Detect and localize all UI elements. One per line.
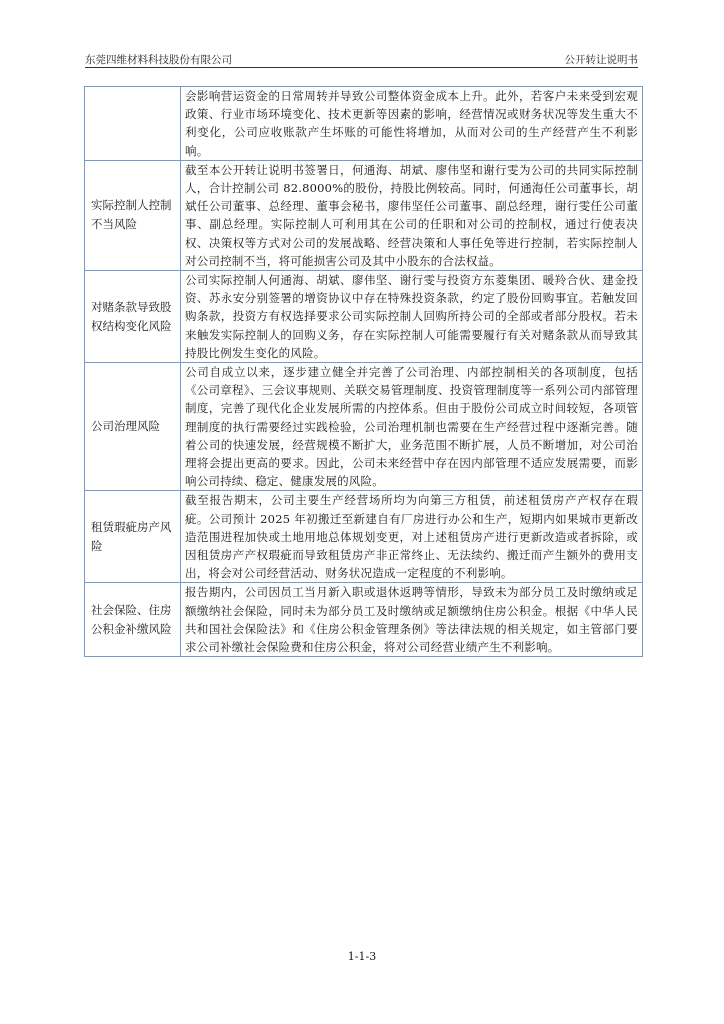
risk-description: 会影响营运资金的日常周转并导致公司整体资金成本上升。此外，若客户未来受到宏观政策、行业市场环境变化、技术更新等因素的影响，经营情况或财务状况等发生重大不利变化，公司应收账款产生坏账的可能性将增加，从而对公司的生产经营产生不利影响。 bbox=[181, 87, 643, 161]
risk-name: 对赌条款导致股权结构变化风险 bbox=[85, 271, 181, 363]
risk-table bbox=[84, 86, 643, 657]
risk-name: 实际控制人控制不当风险 bbox=[85, 160, 181, 270]
risk-row bbox=[85, 363, 643, 491]
risk-description: 截至本公开转让说明书签署日，何通海、胡斌、廖伟坚和谢行雯为公司的共同实际控制人，合计控制公司 82.8000%的股份，持股比例较高。同时，何通海任公司董事长，胡斌任公司董事、总经理、董事会秘书，廖伟坚任公司董事、副总经理，谢行雯任公司董事、副总经理。实际控制人可利用其在公司的任职和对公司的控制权，通过行使表决权、决策权等方式对公司的发展战略、经营决策和人事任免等进行控制，若实际控制人对公司控制不当，将可能损害公司及其中小股东的合法权益。 bbox=[181, 160, 643, 270]
risk-name: 社会保险、住房公积金补缴风险 bbox=[85, 583, 181, 657]
risk-description: 公司实际控制人何通海、胡斌、廖伟坚、谢行雯与投资方东菱集团、暖羚合伙、建金投资、苏永安分别签署的增资协议中存在特殊投资条款，约定了股份回购事宜。若触发回购条款，投资方有权选择要求公司实际控制人回购所持公司的全部或者部分股权。若未来触发实际控制人的回购义务，存在实际控制人可能需要履行有关对赌条款从而导致其持股比例发生变化的风险。 bbox=[181, 271, 643, 363]
header-rule bbox=[85, 67, 638, 68]
risk-name: 公司治理风险 bbox=[85, 363, 181, 491]
risk-description: 报告期内，公司因员工当月新入职或退休返聘等情形，导致未为部分员工及时缴纳或足额缴纳社会保险，同时未为部分员工及时缴纳或足额缴纳住房公积金。根据《中华人民共和国社会保险法》和《住房公积金管理条例》等法律法规的相关规定，如主管部门要求公司补缴社会保险费和住房公积金，将对公司经营业绩产生不利影响。 bbox=[181, 583, 643, 657]
header-company-name: 东莞四维材料科技股份有限公司 bbox=[85, 54, 232, 66]
risk-row bbox=[85, 583, 643, 657]
page-number: 1-1-3 bbox=[347, 950, 377, 963]
risk-name: 租赁瑕疵房产风险 bbox=[85, 491, 181, 583]
risk-description: 公司自成立以来，逐步建立健全并完善了公司治理、内部控制相关的各项制度，包括《公司章程》、三会议事规则、关联交易管理制度、投资管理制度等一系列公司内部管理制度，完善了现代化企业发展所需的内控体系。但由于股份公司成立时间较短，各项管理制度的执行需要经过实践检验，公司治理机制也需要在生产经营过程中逐渐完善。随着公司的快速发展，经营规模不断扩大，业务范围不断扩展，人员不断增加，对公司治理将会提出更高的要求。因此，公司未来经营中存在因内部管理不适应发展需要，而影响公司持续、稳定、健康发展的风险。 bbox=[181, 363, 643, 491]
risk-row bbox=[85, 160, 643, 270]
risk-row bbox=[85, 271, 643, 363]
header-document-type: 公开转让说明书 bbox=[564, 54, 638, 66]
risk-row bbox=[85, 491, 643, 583]
risk-row bbox=[85, 87, 643, 161]
risk-description: 截至报告期末，公司主要生产经营场所均为向第三方租赁，前述租赁房产产权存在瑕疵。公司预计 2025 年初搬迁至新建自有厂房进行办公和生产，短期内如果城市更新改造范围进程加快或土地用地总体规划变更，对上述租赁房产进行更新改造或者拆除，或因租赁房产产权瑕疵而导致租赁房产非正常终止、无法续约、搬迁而产生额外的费用支出，将会对公司经营活动、财务状况造成一定程度的不利影响。 bbox=[181, 491, 643, 583]
risk-name bbox=[85, 87, 181, 161]
